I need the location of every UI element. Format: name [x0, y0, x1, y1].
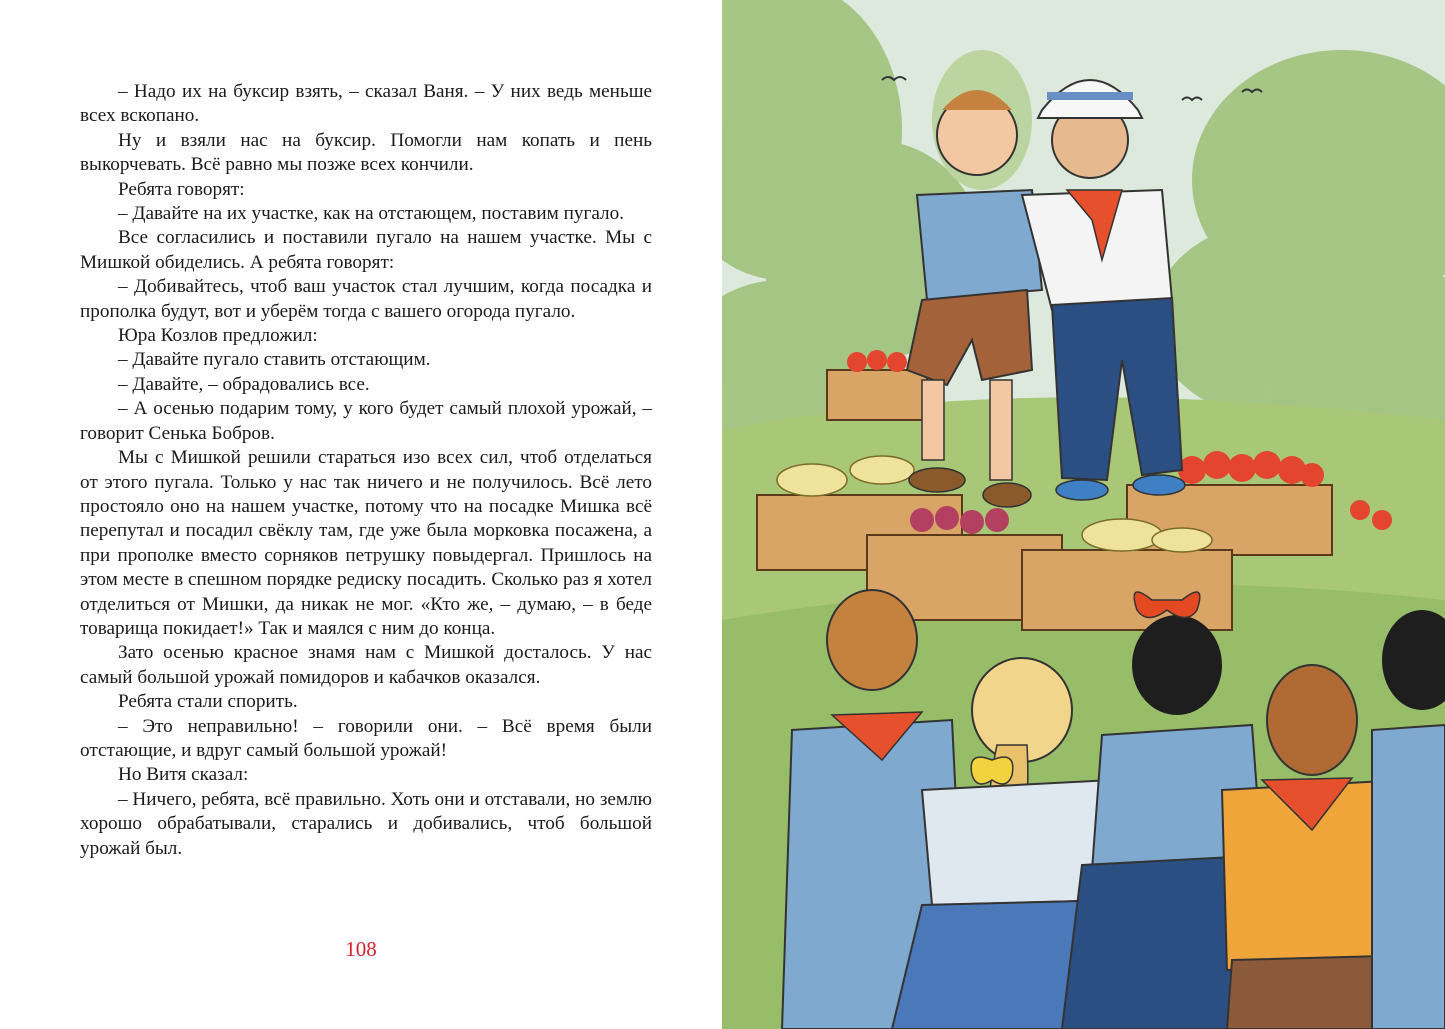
paragraph: – Это неправильно! – говорили они. – Всё время были отстающие, и вдруг самый большой урожай!	[80, 715, 652, 761]
paragraph: Мы с Мишкой решили стараться изо всех сил, чтоб отделаться от этого пугала. Только у нас так ничего и не получилось. Всё лето простояло оно на нашем участке, потому что на посадке Мишка всё перепутал и посадил свёклу там, где уже была морковка посажена, а при прополке вместо сорняков петрушку повыдергал. Пришлось на этом месте в спешном порядке редиску посадить. Сколько раз я хотел отделиться от Мишки, да никак не мог. «Кто же, – думаю, – в беде товарища покидает!» Так и маялся с ним до конца.	[80, 447, 652, 639]
paragraph: Все согласились и поставили пугало на нашем участке. Мы с Мишкой обиделись. А ребята говорят:	[80, 227, 652, 273]
paragraph: – Ничего, ребята, всё правильно. Хоть они и отставали, но землю хорошо обрабатывали, старались и добивались, чтоб большой урожай был.	[80, 788, 652, 859]
text-page	[0, 0, 722, 1029]
paragraph: Ну и взяли нас на буксир. Помогли нам копать и пень выкорчевать. Всё равно мы позже всех кончили.	[80, 129, 652, 176]
paragraph: Ребята стали спорить.	[118, 691, 298, 713]
illustration-page	[722, 0, 1445, 1029]
illustration	[722, 0, 1445, 1029]
story-text	[80, 80, 652, 861]
paragraph: – Надо их на буксир взять, – сказал Ваня. – У них ведь меньше всех вскопано.	[80, 81, 652, 127]
paragraph: Юра Козлов предложил:	[118, 325, 318, 347]
paragraph: – Добивайтесь, чтоб ваш участок стал лучшим, когда посадка и прополка будут, вот и уберём тогда с вашего огорода пугало.	[80, 276, 652, 322]
paragraph: Но Витя сказал:	[118, 764, 249, 786]
paragraph: Ребята говорят:	[118, 178, 245, 200]
paragraph: – Давайте, – обрадовались все.	[118, 373, 370, 395]
paragraph: Зато осенью красное знамя нам с Мишкой досталось. У нас самый большой урожай помидоров и кабачков оказался.	[80, 642, 652, 688]
page-number: 108	[345, 937, 377, 961]
paragraph: – Давайте на их участке, как на отстающем, поставим пугало.	[118, 203, 625, 225]
paragraph: – Давайте пугало ставить отстающим.	[118, 349, 431, 371]
paragraph: – А осенью подарим тому, у кого будет самый плохой урожай, – говорит Сенька Бобров.	[80, 398, 652, 444]
